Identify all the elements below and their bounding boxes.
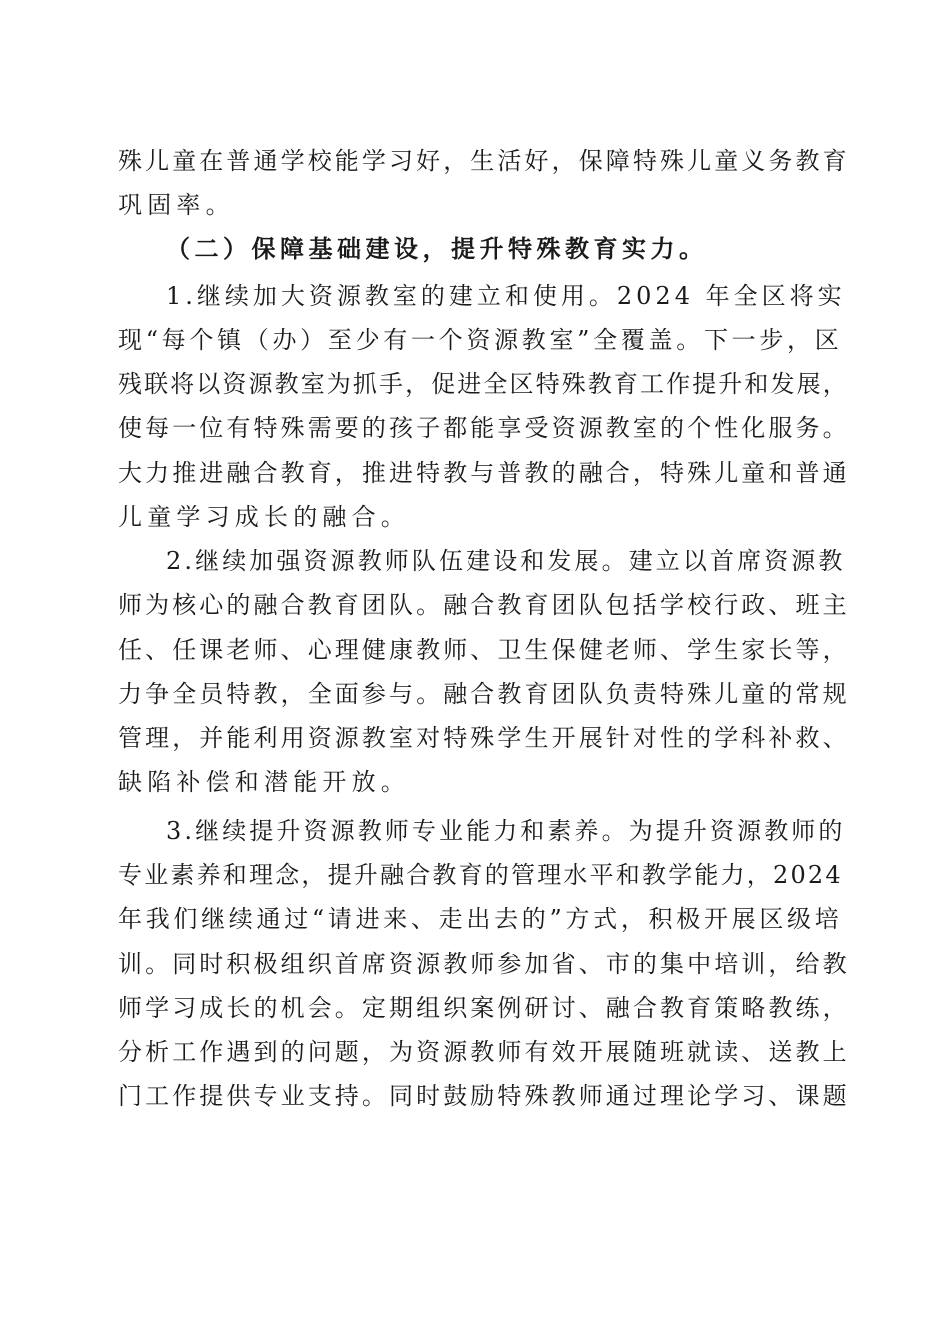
- text-line: 缺陷补偿和潜能开放。: [118, 768, 410, 796]
- text-line: 殊儿童在普通学校能学习好，生活好，保障特殊儿童义务教育: [118, 147, 850, 175]
- text-line: 3.继续提升资源教师专业能力和素养。为提升资源教师的: [166, 817, 846, 845]
- text-line: 残联将以资源教室为抓手，促进全区特殊教育工作提升和发展，: [118, 370, 849, 398]
- text-line: 师学习成长的机会。定期组织案例研讨、融合教育策略教练，: [118, 994, 850, 1022]
- text-line: 儿童学习成长的融合。: [118, 503, 410, 531]
- text-line: 训。同时积极组织首席资源教师参加省、市的集中培训，给教: [118, 950, 850, 978]
- text-line: 现“每个镇（办）至少有一个资源教室”全覆盖。下一步，区: [118, 326, 843, 354]
- text-line: 专业素养和理念，提升融合教育的管理水平和教学能力，2024: [118, 861, 843, 889]
- text-line: 分析工作遇到的问题，为资源教师有效开展随班就读、送教上: [118, 1038, 850, 1066]
- text-line: 2.继续加强资源教师队伍建设和发展。建立以首席资源教: [166, 547, 846, 575]
- text-line: 任、任课老师、心理健康教师、卫生保健老师、学生家长等，: [118, 636, 850, 664]
- text-line: 门工作提供专业支持。同时鼓励特殊教师通过理论学习、课题: [118, 1082, 850, 1110]
- text-line: 管理，并能利用资源教室对特殊学生开展针对性的学科补救、: [118, 724, 850, 752]
- text-line: 力争全员特教，全面参与。融合教育团队负责特殊儿童的常规: [118, 680, 850, 708]
- text-line: 师为核心的融合教育团队。融合教育团队包括学校行政、班主: [118, 591, 850, 619]
- text-line: 大力推进融合教育，推进特教与普教的融合，特殊儿童和普通: [118, 459, 850, 487]
- text-line: 巩固率。: [118, 191, 235, 219]
- text-line: 年我们继续通过“请进来、走出去的”方式，积极开展区级培: [118, 905, 843, 933]
- text-line: 使每一位有特殊需要的孩子都能享受资源教室的个性化服务。: [118, 414, 850, 442]
- section-heading: （二）保障基础建设，提升特殊教育实力。: [166, 234, 708, 263]
- text-line: 1.继续加大资源教室的建立和使用。2024 年全区将实: [166, 282, 846, 310]
